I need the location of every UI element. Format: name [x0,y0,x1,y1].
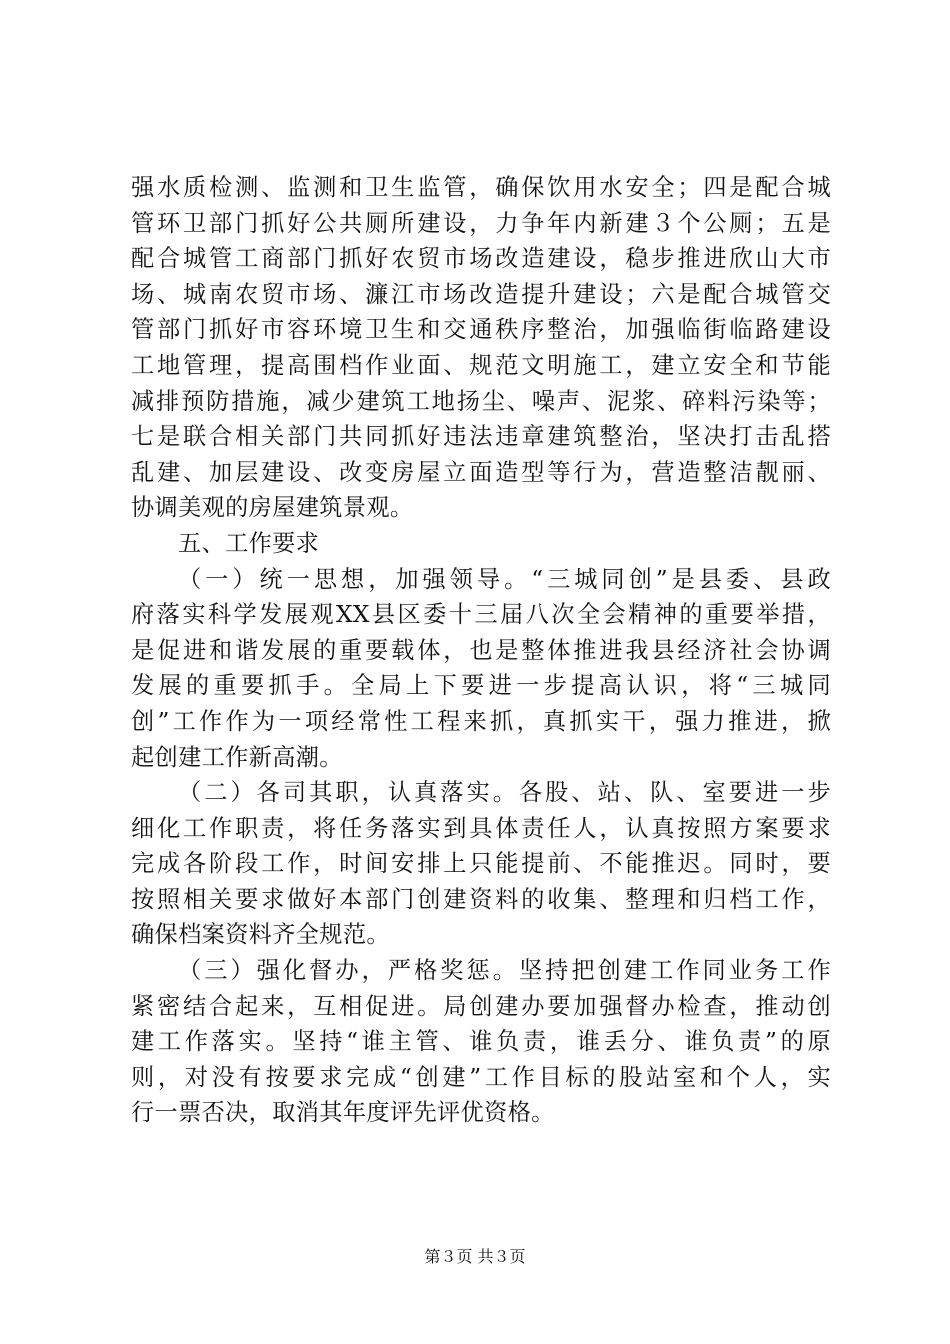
document-body [131,170,831,1131]
paragraph-line: 确保档案资料齐全规范。 [131,921,390,949]
paragraph-line: 按照相关要求做好本部门创建资料的收集、整理和归档工作， [131,885,831,913]
paragraph-line: 行一票否决，取消其年度评先评优资格。 [131,1099,555,1127]
paragraph-line: （一）统一思想，加强领导。“三城同创”是县委、县政 [178,565,831,593]
page-footer: 第３页 共３页 [424,1247,526,1266]
paragraph-line: 起创建工作新高潮。 [131,743,343,771]
paragraph-line: （二）各司其职，认真落实。各股、站、队、室要进一步 [178,779,831,807]
paragraph-line: 发展的重要抓手。全局上下要进一步提高认识，将“三城同 [131,672,831,700]
paragraph-line: 工地管理，提高围档作业面、规范文明施工，建立安全和节能 [131,351,831,379]
paragraph-line: 紧密结合起来，互相促进。局创建办要加强督办检查，推动创 [131,992,831,1020]
paragraph-line: 减排预防措施，减少建筑工地扬尘、噪声、泥浆、碎料污染等； [131,387,831,415]
paragraph-line: 强水质检测、监测和卫生监管，确保饮用水安全；四是配合城 [131,174,831,201]
paragraph-line: 场、城南农贸市场、濂江市场改造提升建设；六是配合城管交 [131,280,831,308]
paragraph-line: 管部门抓好市容环境卫生和交通秩序整治，加强临街临路建设 [131,316,831,344]
paragraph-line: 细化工作职责，将任务落实到具体责任人，认真按照方案要求 [131,814,831,842]
paragraph-line: 配合城管工商部门抓好农贸市场改造建设，稳步推进欣山大市 [131,245,831,273]
paragraph-line: 协调美观的房屋建筑景观。 [131,494,414,522]
paragraph-line: 则，对没有按要求完成“创建”工作目标的股站室和个人，实 [131,1063,831,1091]
paragraph-line: 管环卫部门抓好公共厕所建设，力争年内新建３个公厕；五是 [131,209,831,237]
paragraph-line: 府落实科学发展观XX县区委十三届八次全会精神的重要举措， [131,601,831,629]
paragraph-line: 创”工作作为一项经常性工程来抓，真抓实干，强力推进，掀 [131,707,831,735]
paragraph-line: 完成各阶段工作，时间安排上只能提前、不能推迟。同时，要 [131,850,831,878]
paragraph-line: 乱建、加层建设、改变房屋立面造型等行为，营造整洁靓丽、 [131,458,831,486]
paragraph-line: （三）强化督办，严格奖惩。坚持把创建工作同业务工作 [178,957,831,985]
section-heading: 五、工作要求 [178,529,320,557]
paragraph-line: 建工作落实。坚持“谁主管、谁负责，谁丢分、谁负责”的原 [131,1028,831,1056]
paragraph-line: 七是联合相关部门共同抓好违法违章建筑整治，坚决打击乱搭 [131,423,831,451]
paragraph-line: 是促进和谐发展的重要载体，也是整体推进我县经济社会协调 [131,636,831,664]
